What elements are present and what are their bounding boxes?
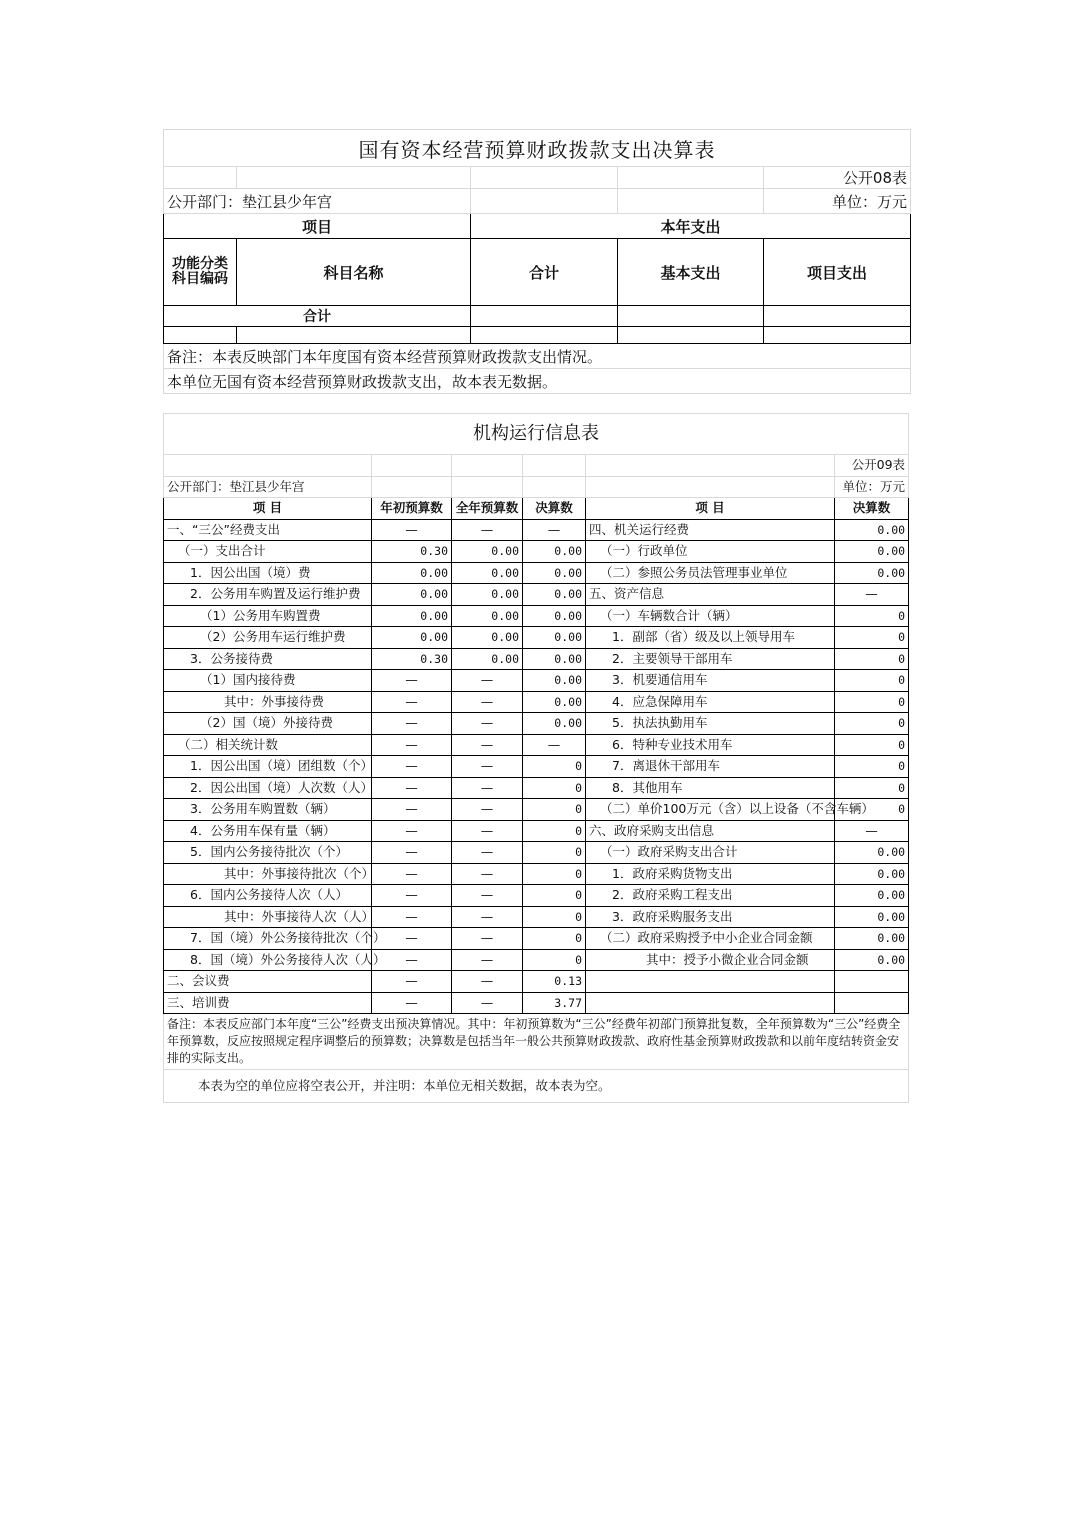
table08-header-item: 项目 [164, 214, 471, 239]
row-budget-full: — [452, 928, 523, 950]
table09-code: 公开09表 [835, 455, 909, 477]
row-item-right: 2．主要领导干部用车 [586, 648, 835, 670]
row-budget-full: — [452, 949, 523, 971]
row-item-left: （1）公务用车购置费 [164, 605, 372, 627]
row-budget-initial: — [372, 519, 452, 541]
row-item-right: （二）参照公务员法管理事业单位 [586, 562, 835, 584]
row-item-left: 3．公务接待费 [164, 648, 372, 670]
row-final-right: 0 [835, 756, 909, 778]
row-final-left: 0.00 [523, 648, 586, 670]
table08-unit: 单位：万元 [764, 189, 911, 214]
table08-sum-label: 合计 [164, 306, 471, 327]
table09-header-budget-full: 全年预算数 [452, 498, 523, 520]
row-item-left: （二）相关统计数 [164, 734, 372, 756]
row-final-left: 0.00 [523, 627, 586, 649]
row-final-right: 0 [835, 670, 909, 692]
table08-header-expense: 本年支出 [471, 214, 911, 239]
row-budget-initial: — [372, 906, 452, 928]
row-budget-full: — [452, 734, 523, 756]
table-row [164, 971, 909, 993]
row-budget-full: — [452, 756, 523, 778]
table-row [164, 648, 909, 670]
row-budget-initial: — [372, 670, 452, 692]
table08-code: 公开08表 [764, 167, 911, 189]
table-row [164, 799, 909, 821]
row-budget-initial: — [372, 863, 452, 885]
row-budget-initial: — [372, 885, 452, 907]
row-final-right: 0.00 [835, 519, 909, 541]
row-item-right: 四、机关运行经费 [586, 519, 835, 541]
row-final-left: 0.00 [523, 691, 586, 713]
table-row [164, 541, 909, 563]
row-final-left: 0 [523, 756, 586, 778]
row-final-right: 0.00 [835, 885, 909, 907]
row-budget-initial: 0.30 [372, 648, 452, 670]
row-final-right: 0 [835, 627, 909, 649]
row-item-left: 7．国（境）外公务接待批次（个） [164, 928, 372, 950]
table-row [164, 885, 909, 907]
table09-header-final-right: 决算数 [835, 498, 909, 520]
row-final-right: 0.00 [835, 541, 909, 563]
table-row [164, 906, 909, 928]
row-final-left: 0.00 [523, 713, 586, 735]
row-item-right: （二）政府采购授予中小企业合同金额 [586, 928, 835, 950]
row-budget-full: — [452, 670, 523, 692]
row-budget-initial: — [372, 842, 452, 864]
row-final-right: 0.00 [835, 842, 909, 864]
row-final-right: 0 [835, 713, 909, 735]
table-row [164, 734, 909, 756]
table08-col-code: 功能分类科目编码 [164, 239, 237, 306]
row-budget-initial: — [372, 713, 452, 735]
row-item-right: （二）单价100万元（含）以上设备（不含车辆） [586, 799, 835, 821]
table-row [164, 605, 909, 627]
row-item-right: 其中：授予小微企业合同金额 [586, 949, 835, 971]
row-item-right [586, 971, 835, 993]
row-final-left: — [523, 734, 586, 756]
row-budget-full: 0.00 [452, 584, 523, 606]
row-item-left: 二、会议费 [164, 971, 372, 993]
row-budget-full: — [452, 691, 523, 713]
row-final-left: — [523, 519, 586, 541]
table-row [164, 863, 909, 885]
table09-note1: 备注：本表反应部门本年度“三公”经费支出预决算情况。其中：年初预算数为“三公”经费年初部门预算批复数，全年预算数为“三公”经费全年预算数，反应按照规定程序调整后的预算数；决算数是包括当年一般公共预算财政拨款、政府性基金预算财政拨款和以前年度结转资金安排的实际支出。 [164, 1014, 909, 1070]
row-item-left: 1．因公出国（境）团组数（个） [164, 756, 372, 778]
row-budget-initial: 0.00 [372, 627, 452, 649]
table-row [164, 820, 909, 842]
row-item-right [586, 992, 835, 1014]
row-item-left: 一、“三公”经费支出 [164, 519, 372, 541]
table-row [164, 584, 909, 606]
row-final-left: 3.77 [523, 992, 586, 1014]
row-final-left: 0 [523, 799, 586, 821]
row-item-left: 其中：外事接待费 [164, 691, 372, 713]
row-item-left: 其中：外事接待批次（个） [164, 863, 372, 885]
table09-note2: 本表为空的单位应将空表公开，并注明：本单位无相关数据，故本表为空。 [164, 1070, 909, 1103]
row-budget-initial: — [372, 691, 452, 713]
row-final-left: 0 [523, 949, 586, 971]
row-item-left: 1．因公出国（境）费 [164, 562, 372, 584]
row-item-left: （一）支出合计 [164, 541, 372, 563]
row-budget-initial: 0.00 [372, 562, 452, 584]
row-item-left: 8．国（境）外公务接待人次（人） [164, 949, 372, 971]
row-final-right [835, 971, 909, 993]
row-item-left: 4．公务用车保有量（辆） [164, 820, 372, 842]
row-final-left: 0.00 [523, 670, 586, 692]
row-budget-initial: — [372, 949, 452, 971]
row-final-left: 0 [523, 885, 586, 907]
table-row [164, 691, 909, 713]
row-budget-full: — [452, 799, 523, 821]
table-row [164, 842, 909, 864]
row-item-right: 6．特种专业技术用车 [586, 734, 835, 756]
row-final-right: — [835, 584, 909, 606]
institution-operation-table [163, 413, 909, 1103]
row-final-right: 0.00 [835, 906, 909, 928]
table08-title: 国有资本经营预算财政拨款支出决算表 [164, 130, 911, 167]
row-budget-initial: — [372, 734, 452, 756]
row-budget-initial: — [372, 928, 452, 950]
table-row [164, 519, 909, 541]
row-final-left: 0 [523, 820, 586, 842]
row-item-right: 5．执法执勤用车 [586, 713, 835, 735]
row-budget-initial: — [372, 777, 452, 799]
row-budget-full: — [452, 992, 523, 1014]
row-final-right: 0.00 [835, 863, 909, 885]
table08-col-name: 科目名称 [237, 239, 471, 306]
row-budget-full: 0.00 [452, 541, 523, 563]
table-row [164, 992, 909, 1014]
row-item-right: 3．机要通信用车 [586, 670, 835, 692]
row-item-right: 4．应急保障用车 [586, 691, 835, 713]
row-budget-full: — [452, 519, 523, 541]
table-row [164, 562, 909, 584]
table-row [164, 756, 909, 778]
row-budget-initial: 0.00 [372, 584, 452, 606]
table-row [164, 777, 909, 799]
row-item-right: 五、资产信息 [586, 584, 835, 606]
row-item-right: 1．副部（省）级及以上领导用车 [586, 627, 835, 649]
row-budget-initial: — [372, 756, 452, 778]
row-budget-initial: 0.00 [372, 605, 452, 627]
row-budget-full: 0.00 [452, 562, 523, 584]
table09-title: 机构运行信息表 [164, 414, 909, 455]
row-item-left: （2）国（境）外接待费 [164, 713, 372, 735]
table09-dept: 公开部门：垫江县少年宫 [164, 476, 372, 498]
row-item-right: 7．离退休干部用车 [586, 756, 835, 778]
row-item-right: （一）行政单位 [586, 541, 835, 563]
row-final-left: 0 [523, 777, 586, 799]
row-final-right: — [835, 820, 909, 842]
table-row [164, 928, 909, 950]
row-budget-full: — [452, 885, 523, 907]
row-item-left: 6．国内公务接待人次（人） [164, 885, 372, 907]
row-final-right: 0 [835, 777, 909, 799]
row-final-left: 0.00 [523, 541, 586, 563]
row-item-left: 2．因公出国（境）人次数（人） [164, 777, 372, 799]
table08-col-basic: 基本支出 [618, 239, 764, 306]
table08-col-project: 项目支出 [764, 239, 911, 306]
row-budget-initial: 0.30 [372, 541, 452, 563]
row-item-right: 六、政府采购支出信息 [586, 820, 835, 842]
row-budget-full: — [452, 820, 523, 842]
row-item-right: 1．政府采购货物支出 [586, 863, 835, 885]
row-budget-full: 0.00 [452, 648, 523, 670]
row-item-right: 2．政府采购工程支出 [586, 885, 835, 907]
row-budget-initial: — [372, 799, 452, 821]
row-item-right: （一）政府采购支出合计 [586, 842, 835, 864]
table08-col-total: 合计 [471, 239, 618, 306]
row-budget-full: 0.00 [452, 627, 523, 649]
row-item-left: 三、培训费 [164, 992, 372, 1014]
row-final-left: 0 [523, 863, 586, 885]
row-final-right: 0 [835, 691, 909, 713]
row-final-right: 0 [835, 734, 909, 756]
table09-header-budget-initial: 年初预算数 [372, 498, 452, 520]
row-budget-full: — [452, 971, 523, 993]
row-final-right: 0.00 [835, 562, 909, 584]
row-item-left: （1）国内接待费 [164, 670, 372, 692]
table09-header-final-left: 决算数 [523, 498, 586, 520]
table-row [164, 670, 909, 692]
row-item-left: 2．公务用车购置及运行维护费 [164, 584, 372, 606]
table-row [164, 627, 909, 649]
row-budget-full: 0.00 [452, 605, 523, 627]
row-budget-full: — [452, 777, 523, 799]
row-final-right [835, 992, 909, 1014]
table09-header-item-right: 项 目 [586, 498, 835, 520]
table-row [164, 949, 909, 971]
table08-dept: 公开部门：垫江县少年宫 [164, 189, 471, 214]
row-item-left: 3．公务用车购置数（辆） [164, 799, 372, 821]
row-budget-full: — [452, 863, 523, 885]
row-item-right: （一）车辆数合计（辆） [586, 605, 835, 627]
row-item-left: （2）公务用车运行维护费 [164, 627, 372, 649]
row-final-left: 0.00 [523, 605, 586, 627]
row-final-right: 0.00 [835, 928, 909, 950]
table09-header-item-left: 项 目 [164, 498, 372, 520]
row-final-left: 0 [523, 928, 586, 950]
row-final-left: 0.00 [523, 584, 586, 606]
row-final-right: 0 [835, 648, 909, 670]
row-budget-initial: — [372, 820, 452, 842]
row-item-right: 3．政府采购服务支出 [586, 906, 835, 928]
table09-body [164, 519, 909, 1014]
row-final-right: 0 [835, 605, 909, 627]
table-row [164, 713, 909, 735]
table08-note2: 本单位无国有资本经营预算财政拨款支出，故本表无数据。 [164, 369, 911, 394]
state-capital-budget-table [163, 129, 911, 394]
row-final-left: 0.13 [523, 971, 586, 993]
row-final-right: 0 [835, 799, 909, 821]
row-budget-full: — [452, 906, 523, 928]
row-item-left: 其中：外事接待人次（人） [164, 906, 372, 928]
table09-unit: 单位：万元 [835, 476, 909, 498]
row-final-left: 0 [523, 906, 586, 928]
row-final-left: 0 [523, 842, 586, 864]
row-item-right: 8．其他用车 [586, 777, 835, 799]
row-budget-initial: — [372, 992, 452, 1014]
row-item-left: 5．国内公务接待批次（个） [164, 842, 372, 864]
row-budget-initial: — [372, 971, 452, 993]
table08-note1: 备注：本表反映部门本年度国有资本经营预算财政拨款支出情况。 [164, 344, 911, 369]
row-final-left: 0.00 [523, 562, 586, 584]
row-budget-full: — [452, 713, 523, 735]
row-final-right: 0.00 [835, 949, 909, 971]
row-budget-full: — [452, 842, 523, 864]
